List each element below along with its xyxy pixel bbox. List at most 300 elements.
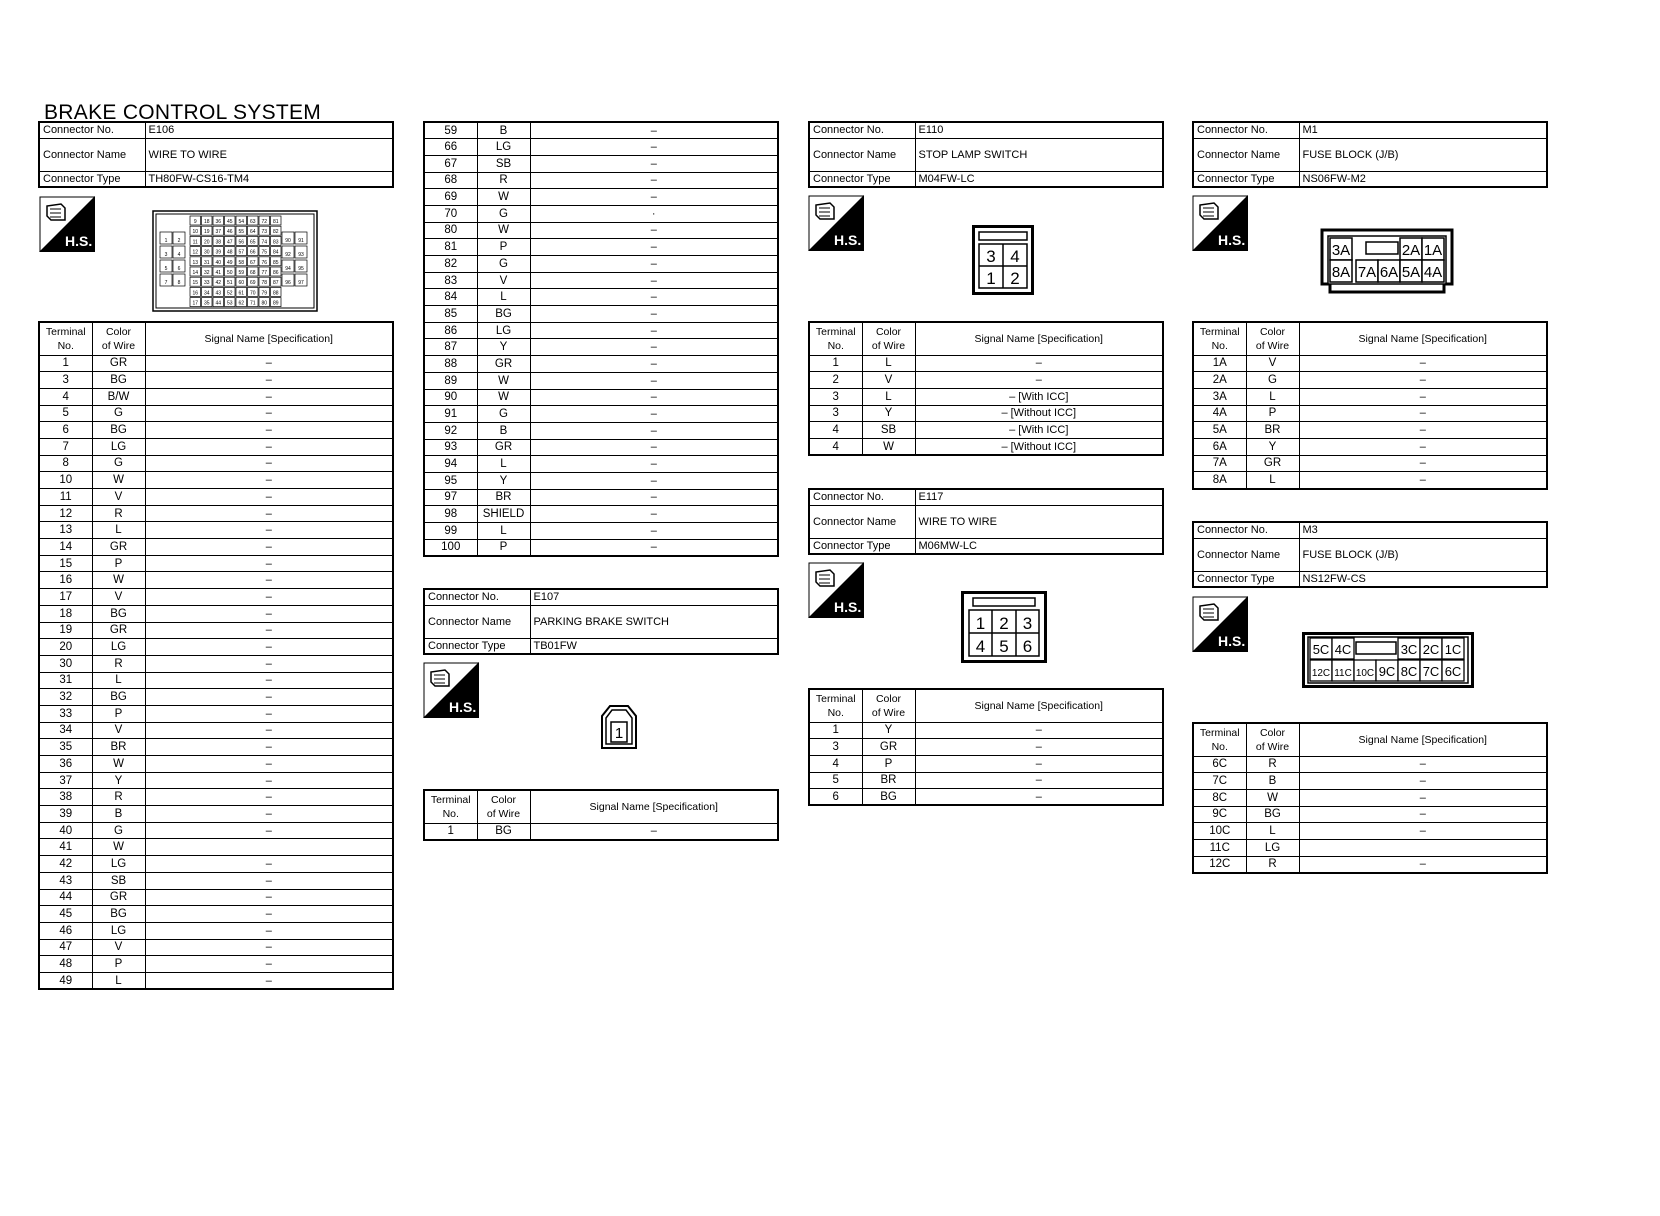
signal-name-cell: – <box>1299 355 1547 372</box>
terminal-no-cell: 2A <box>1193 372 1246 389</box>
table-row <box>39 922 393 939</box>
wire-color-cell: G <box>477 205 530 222</box>
terminal-no-cell: 3 <box>809 388 862 405</box>
table-row <box>1193 422 1547 439</box>
wire-color-cell: L <box>862 355 915 372</box>
terminal-no-cell: 17 <box>39 589 92 606</box>
signal-name-cell: – <box>145 489 393 506</box>
table-row <box>424 322 778 339</box>
terminal-no-cell: 8C <box>1193 789 1246 806</box>
harness-side-icon <box>1192 596 1248 652</box>
signal-name-cell: – <box>145 956 393 973</box>
wire-color-cell: BR <box>1246 422 1299 439</box>
signal-name-cell: – [Without ICC] <box>915 438 1163 455</box>
table-row <box>424 356 778 373</box>
signal-name-cell: – <box>530 155 778 172</box>
pin-label: 56 <box>238 239 245 246</box>
wire-color-cell: SB <box>862 422 915 439</box>
wire-color-cell: R <box>92 789 145 806</box>
signal-name-cell: – <box>145 622 393 639</box>
wire-color-cell: W <box>92 572 145 589</box>
table-row <box>39 806 393 823</box>
terminal-no-cell: 47 <box>39 939 92 956</box>
table-row <box>39 589 393 606</box>
pin-label: 15 <box>192 280 199 287</box>
signal-name-cell: – <box>1299 438 1547 455</box>
table-row <box>39 405 393 422</box>
pin-label: 30 <box>203 249 210 256</box>
signal-name-cell: – <box>1299 405 1547 422</box>
terminal-no-cell: 5A <box>1193 422 1246 439</box>
terminal-no-cell: 1 <box>424 823 477 840</box>
pin-label: 4A <box>1423 264 1443 281</box>
header-terminal-no: Terminal No. <box>1193 322 1246 355</box>
terminal-no-cell: 3A <box>1193 388 1246 405</box>
pin-label: 97 <box>298 280 304 286</box>
pin-label: 3C <box>1400 642 1418 657</box>
wire-color-cell: G <box>477 406 530 423</box>
wire-color-cell: R <box>477 172 530 189</box>
pin-label: 1A <box>1423 242 1443 259</box>
signal-name-cell: – <box>145 555 393 572</box>
signal-name-cell: – <box>1299 756 1547 773</box>
wire-color-cell: R <box>92 505 145 522</box>
terminal-no-cell: 10C <box>1193 823 1246 840</box>
pin-label: 47 <box>226 239 233 246</box>
svg-text:H.S.: H.S. <box>449 699 477 715</box>
signal-name-cell: – <box>1299 773 1547 790</box>
table-row <box>1193 839 1547 856</box>
pin-label: 9 <box>193 219 197 225</box>
signal-name-cell: – <box>530 172 778 189</box>
terminal-no-cell: 36 <box>39 756 92 773</box>
wire-color-cell: G <box>92 455 145 472</box>
wire-color-cell: LG <box>477 139 530 156</box>
signal-name-cell: – <box>1299 388 1547 405</box>
pin-label: 40 <box>215 259 222 266</box>
signal-name-cell: – <box>145 472 393 489</box>
pin-label: 76 <box>261 259 268 266</box>
signal-name-cell: – <box>530 256 778 273</box>
connector-e106-terminal-table-b <box>423 121 779 557</box>
header-signal-name: Signal Name [Specification] <box>915 689 1163 722</box>
pin-label: 94 <box>285 266 291 272</box>
table-row <box>1193 388 1547 405</box>
pin-label: 18 <box>203 219 210 225</box>
signal-name-cell: – <box>530 322 778 339</box>
terminal-no-cell: 80 <box>424 222 477 239</box>
pin-label: 65 <box>249 239 256 246</box>
wire-color-cell: LG <box>1246 839 1299 856</box>
wire-color-cell: W <box>92 839 145 856</box>
table-row <box>809 438 1163 455</box>
signal-name-cell: – <box>145 372 393 389</box>
wire-color-cell: Y <box>477 472 530 489</box>
table-row <box>424 222 778 239</box>
signal-name-cell: – <box>1299 372 1547 389</box>
wire-color-cell: L <box>92 972 145 989</box>
terminal-no-cell: 7 <box>39 438 92 455</box>
pin-label: 61 <box>238 290 245 297</box>
wire-color-cell: V <box>92 489 145 506</box>
signal-name-cell: – <box>530 823 778 840</box>
terminal-no-cell: 12C <box>1193 856 1246 873</box>
table-row <box>424 372 778 389</box>
terminal-no-cell: 38 <box>39 789 92 806</box>
wire-color-cell: SHIELD <box>477 506 530 523</box>
terminal-no-cell: 3 <box>809 739 862 756</box>
table-row <box>39 672 393 689</box>
signal-name-cell: – <box>145 572 393 589</box>
harness-side-icon <box>423 662 479 718</box>
pin-label: 11C <box>1334 668 1352 679</box>
table-row <box>424 539 778 556</box>
signal-name-cell: – <box>915 355 1163 372</box>
table-row <box>39 522 393 539</box>
pin-label: 3 <box>164 252 168 258</box>
connector-name-value: WIRE TO WIRE <box>145 138 393 171</box>
terminal-no-cell: 8 <box>39 455 92 472</box>
terminal-no-cell: 6 <box>809 789 862 806</box>
pin-label: 2 <box>999 614 1009 633</box>
signal-name-cell: – <box>145 906 393 923</box>
table-row <box>1193 438 1547 455</box>
label-connector-name: Connector Name <box>1193 538 1299 571</box>
table-row <box>809 388 1163 405</box>
wire-color-cell: P <box>92 555 145 572</box>
signal-name-cell: – <box>915 372 1163 389</box>
table-row <box>1193 756 1547 773</box>
table-row <box>1193 856 1547 873</box>
signal-name-cell: – <box>145 505 393 522</box>
signal-name-cell: – <box>915 739 1163 756</box>
pin-label: 1 <box>975 614 986 633</box>
signal-name-cell: – <box>145 772 393 789</box>
signal-name-cell: – <box>530 372 778 389</box>
pin-label: 1 <box>164 238 168 244</box>
wire-color-cell: P <box>477 239 530 256</box>
harness-side-icon <box>1192 195 1248 251</box>
table-row <box>424 256 778 273</box>
wire-color-cell: R <box>1246 856 1299 873</box>
pin-label: 70 <box>249 290 256 297</box>
page-title: BRAKE CONTROL SYSTEM <box>44 101 322 124</box>
terminal-no-cell: 4 <box>39 388 92 405</box>
pin-label: 75 <box>261 249 268 256</box>
table-row <box>39 906 393 923</box>
wire-color-cell: P <box>862 755 915 772</box>
label-connector-name: Connector Name <box>1193 138 1299 171</box>
connector-m3-face <box>1302 632 1474 688</box>
terminal-no-cell: 87 <box>424 339 477 356</box>
signal-name-cell: – <box>530 222 778 239</box>
signal-name-cell: – <box>915 722 1163 739</box>
terminal-no-cell: 99 <box>424 523 477 540</box>
svg-text:H.S.: H.S. <box>1218 232 1246 248</box>
terminal-no-cell: 84 <box>424 289 477 306</box>
header-color-of-wire: Color of Wire <box>477 790 530 823</box>
signal-name-cell: – <box>1299 806 1547 823</box>
terminal-no-cell: 14 <box>39 539 92 556</box>
header-signal-name: Signal Name [Specification] <box>915 322 1163 355</box>
table-row <box>424 523 778 540</box>
terminal-no-cell: 40 <box>39 822 92 839</box>
table-row <box>424 506 778 523</box>
pin-label: 1 <box>614 725 624 742</box>
terminal-no-cell: 67 <box>424 155 477 172</box>
table-row <box>809 422 1163 439</box>
pin-label: 6A <box>1379 264 1399 281</box>
terminal-no-cell: 1 <box>809 722 862 739</box>
pin-label: 80 <box>261 300 268 307</box>
wire-color-cell: BG <box>92 422 145 439</box>
header-color-of-wire: Color of Wire <box>92 322 145 355</box>
pin-label: 44 <box>215 300 222 307</box>
table-row <box>39 622 393 639</box>
terminal-no-cell: 100 <box>424 539 477 556</box>
pin-label: 53 <box>226 300 233 307</box>
terminal-no-cell: 70 <box>424 205 477 222</box>
table-row <box>809 755 1163 772</box>
wire-color-cell: G <box>92 405 145 422</box>
label-connector-type: Connector Type <box>39 171 145 187</box>
wire-color-cell: BG <box>92 605 145 622</box>
table-row <box>39 572 393 589</box>
signal-name-cell: – <box>1299 472 1547 489</box>
signal-name-cell: – <box>530 489 778 506</box>
pin-label: 88 <box>272 290 279 297</box>
signal-name-cell: – [With ICC] <box>915 388 1163 405</box>
pin-label: 5 <box>999 637 1009 656</box>
connector-m3-terminal-table <box>1192 722 1548 874</box>
hs-label: H.S. <box>65 233 93 249</box>
pin-label: 73 <box>261 229 268 236</box>
pin-label: 48 <box>226 249 233 256</box>
connector-e106-face <box>152 210 318 312</box>
signal-name-cell: – <box>145 806 393 823</box>
terminal-no-cell: 3 <box>39 372 92 389</box>
pin-label: 85 <box>272 259 279 266</box>
wire-color-cell: G <box>477 256 530 273</box>
wire-color-cell: LG <box>92 438 145 455</box>
wire-color-cell: W <box>477 189 530 206</box>
signal-name-cell: – <box>145 739 393 756</box>
pin-label: 83 <box>272 239 279 246</box>
terminal-no-cell: 11 <box>39 489 92 506</box>
wire-color-cell: L <box>477 289 530 306</box>
connector-type-value: NS06FW-M2 <box>1299 171 1547 187</box>
pin-label: 86 <box>272 270 279 276</box>
signal-name-cell: – <box>530 272 778 289</box>
terminal-no-cell: 98 <box>424 506 477 523</box>
terminal-no-cell: 37 <box>39 772 92 789</box>
label-connector-no: Connector No. <box>39 122 145 138</box>
terminal-no-cell: 32 <box>39 689 92 706</box>
header-signal-name: Signal Name [Specification] <box>1299 723 1547 756</box>
table-row <box>1193 372 1547 389</box>
pin-label: 36 <box>215 219 222 225</box>
wire-color-cell: P <box>477 539 530 556</box>
table-row <box>424 122 778 139</box>
table-row <box>39 705 393 722</box>
table-row <box>424 272 778 289</box>
harness-side-icon <box>808 562 864 618</box>
wire-color-cell: W <box>1246 789 1299 806</box>
signal-name-cell: – <box>530 406 778 423</box>
connector-m1-face <box>1320 228 1454 294</box>
connector-type-value: NS12FW-CS <box>1299 571 1547 587</box>
header-color-of-wire: Color of Wire <box>1246 723 1299 756</box>
wire-color-cell: GR <box>862 739 915 756</box>
pin-label: 16 <box>192 290 199 297</box>
connector-e107-face <box>600 704 638 750</box>
connector-type-value: M06MW-LC <box>915 538 1163 554</box>
signal-name-cell: – <box>145 655 393 672</box>
wire-color-cell: BG <box>92 689 145 706</box>
wire-color-cell: Y <box>862 722 915 739</box>
connector-e107-terminal-table <box>423 789 779 841</box>
pin-label: 54 <box>238 219 245 225</box>
table-row <box>424 306 778 323</box>
signal-name-cell: – <box>915 789 1163 806</box>
connector-e117-face <box>961 591 1047 663</box>
label-connector-no: Connector No. <box>424 589 530 605</box>
pin-label: 55 <box>238 229 245 236</box>
signal-name-cell: – <box>145 422 393 439</box>
pin-label: 64 <box>249 229 256 236</box>
label-connector-name: Connector Name <box>424 605 530 638</box>
terminal-no-cell: 20 <box>39 639 92 656</box>
signal-name-cell <box>145 839 393 856</box>
terminal-no-cell: 16 <box>39 572 92 589</box>
wire-color-cell: V <box>92 722 145 739</box>
label-connector-type: Connector Type <box>424 638 530 654</box>
signal-name-cell: – <box>530 439 778 456</box>
harness-side-icon <box>808 195 864 251</box>
terminal-no-cell: 48 <box>39 956 92 973</box>
signal-name-cell: – <box>145 589 393 606</box>
pin-label: 43 <box>215 290 222 297</box>
terminal-no-cell: 41 <box>39 839 92 856</box>
table-row <box>39 438 393 455</box>
signal-name-cell: – <box>1299 422 1547 439</box>
pin-label: 66 <box>249 249 256 256</box>
pin-label: 2 <box>1010 269 1020 288</box>
terminal-no-cell: 12 <box>39 505 92 522</box>
signal-name-cell: – <box>145 939 393 956</box>
table-row <box>424 389 778 406</box>
wire-color-cell: B <box>1246 773 1299 790</box>
connector-no-value: M1 <box>1299 122 1547 138</box>
connector-name-value: PARKING BRAKE SWITCH <box>530 605 778 638</box>
terminal-no-cell: 83 <box>424 272 477 289</box>
signal-name-cell: – <box>1299 856 1547 873</box>
table-row <box>1193 806 1547 823</box>
connector-no-value: M3 <box>1299 522 1547 538</box>
signal-name-cell: – <box>1299 823 1547 840</box>
pin-label: 95 <box>298 266 304 272</box>
terminal-no-cell: 88 <box>424 356 477 373</box>
pin-label: 10C <box>1355 668 1375 679</box>
signal-name-cell: – <box>145 438 393 455</box>
wire-color-cell: GR <box>92 539 145 556</box>
pin-label: 90 <box>285 238 291 244</box>
wire-color-cell: LG <box>477 322 530 339</box>
table-row <box>424 155 778 172</box>
terminal-no-cell: 30 <box>39 655 92 672</box>
table-row <box>424 422 778 439</box>
pin-label: 13 <box>192 259 199 266</box>
pin-label: 34 <box>203 290 210 297</box>
terminal-no-cell: 9C <box>1193 806 1246 823</box>
signal-name-cell: – <box>530 472 778 489</box>
wire-color-cell: LG <box>92 922 145 939</box>
pin-label: 69 <box>249 280 256 287</box>
pin-label: 89 <box>272 300 279 307</box>
signal-name-cell: · <box>530 205 778 222</box>
table-row <box>424 239 778 256</box>
wire-color-cell: P <box>92 705 145 722</box>
wire-color-cell: B <box>92 806 145 823</box>
wire-color-cell: BG <box>477 306 530 323</box>
connector-no-value: E110 <box>915 122 1163 138</box>
terminal-no-cell: 95 <box>424 472 477 489</box>
table-row <box>809 772 1163 789</box>
wire-color-cell: BG <box>92 372 145 389</box>
pin-label: 2A <box>1401 242 1421 259</box>
terminal-no-cell: 4 <box>809 422 862 439</box>
pin-label: 20 <box>203 239 210 246</box>
pin-label: 6 <box>1022 637 1033 656</box>
wire-color-cell: L <box>1246 823 1299 840</box>
terminal-no-cell: 59 <box>424 122 477 139</box>
pin-label: 5A <box>1401 264 1421 281</box>
wire-color-cell: G <box>92 822 145 839</box>
signal-name-cell: – <box>530 339 778 356</box>
table-row <box>39 455 393 472</box>
pin-label: 79 <box>261 290 268 297</box>
wire-color-cell: W <box>862 438 915 455</box>
connector-no-value: E117 <box>915 489 1163 505</box>
signal-name-cell: – <box>145 522 393 539</box>
connector-e107-info <box>423 588 779 655</box>
wire-color-cell: V <box>477 272 530 289</box>
signal-name-cell: – <box>145 605 393 622</box>
table-row <box>809 405 1163 422</box>
pin-label: 62 <box>238 300 245 307</box>
terminal-no-cell: 89 <box>424 372 477 389</box>
terminal-no-cell: 8A <box>1193 472 1246 489</box>
terminal-no-cell: 49 <box>39 972 92 989</box>
signal-name-cell: – <box>530 539 778 556</box>
table-row <box>39 655 393 672</box>
signal-name-cell: – <box>530 506 778 523</box>
pin-label: 67 <box>249 259 256 266</box>
signal-name-cell: – <box>530 523 778 540</box>
terminal-no-cell: 34 <box>39 722 92 739</box>
table-row <box>39 372 393 389</box>
wire-color-cell: W <box>477 222 530 239</box>
signal-name-cell: – <box>530 389 778 406</box>
wire-color-cell: GR <box>477 439 530 456</box>
connector-name-value: FUSE BLOCK (J/B) <box>1299 138 1547 171</box>
header-terminal-no: Terminal No. <box>809 322 862 355</box>
terminal-no-cell: 42 <box>39 856 92 873</box>
pin-label: 74 <box>261 239 268 246</box>
terminal-no-cell: 69 <box>424 189 477 206</box>
terminal-no-cell: 44 <box>39 889 92 906</box>
wire-color-cell: BG <box>1246 806 1299 823</box>
